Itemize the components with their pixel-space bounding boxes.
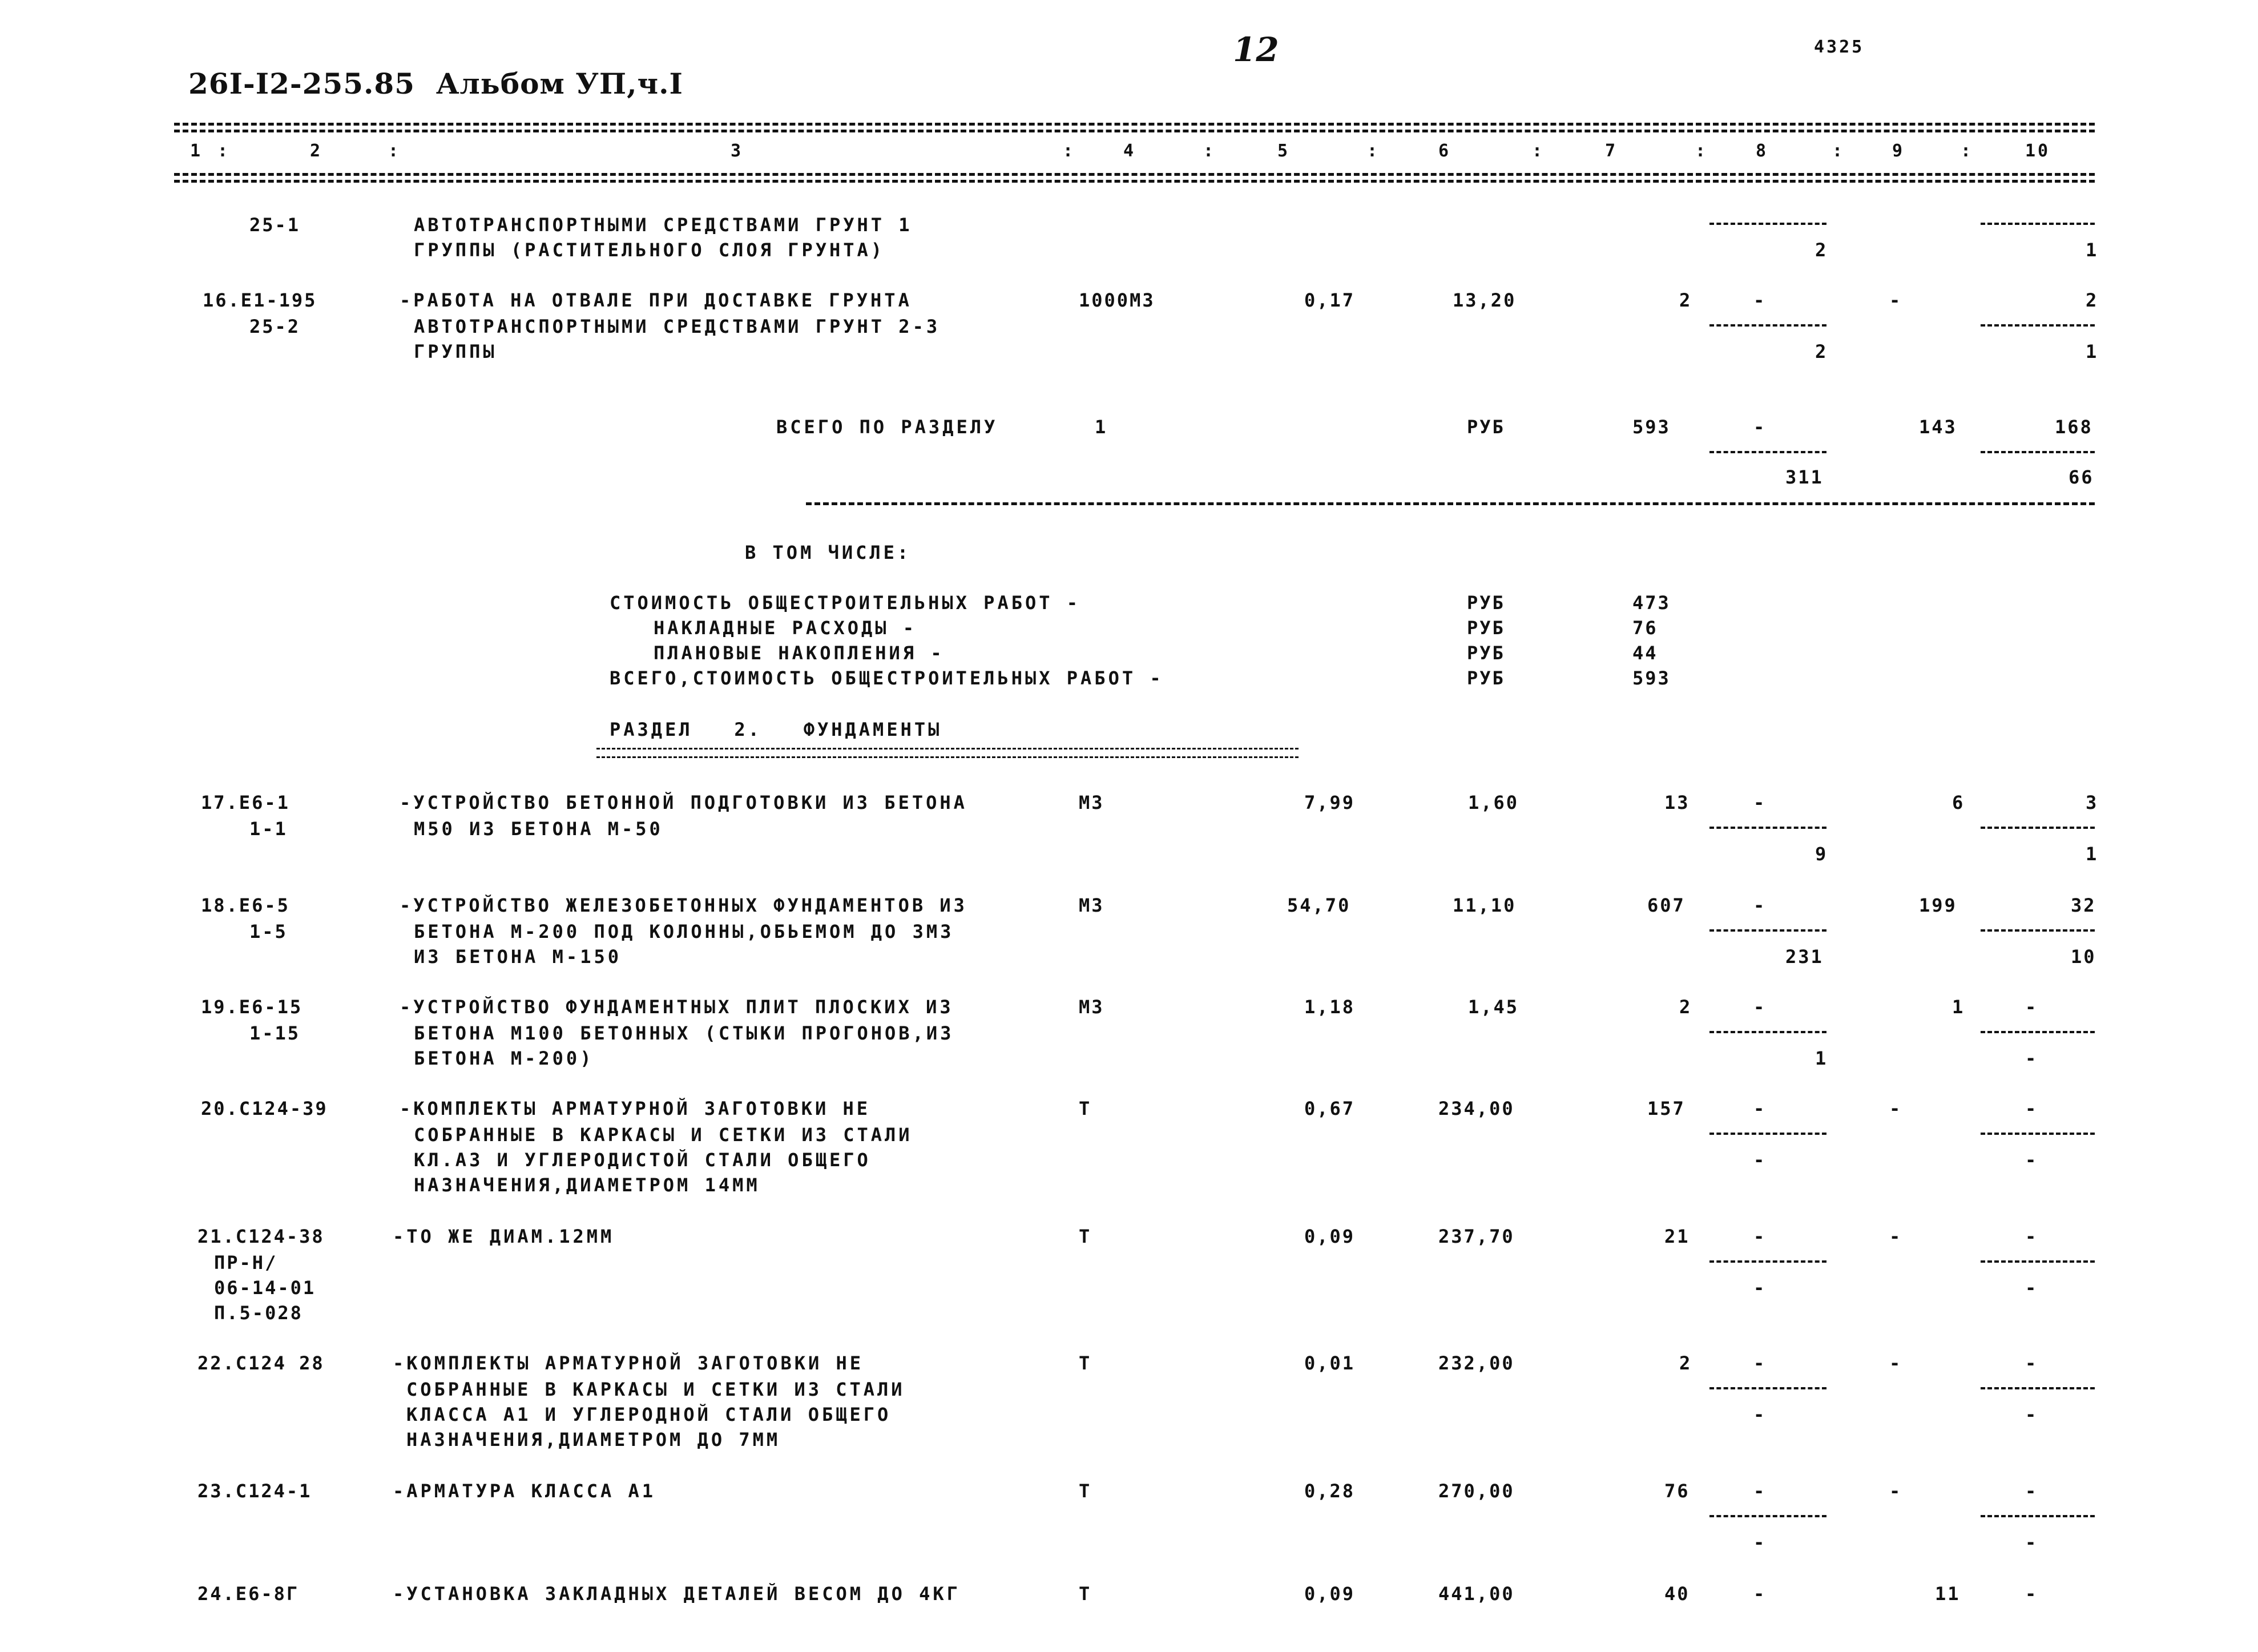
row-code-sub: 1-15	[249, 1022, 301, 1044]
col-header-7: 7	[1605, 141, 1618, 161]
cell-col8-lower: 231	[1785, 946, 1824, 968]
row-description: НАЗНАЧЕНИЯ,ДИАМЕТРОМ ДО 7ММ	[406, 1429, 781, 1450]
page-number: 12	[1233, 30, 1279, 69]
section-heading-underline	[596, 748, 1299, 758]
row-code: 24.Е6-8Г	[197, 1583, 300, 1605]
fraction-line	[1981, 929, 2095, 932]
cell-col7: 157	[1647, 1098, 1686, 1119]
cell-unit-price: 237,70	[1438, 1226, 1515, 1247]
col-separator: :	[1961, 141, 1974, 161]
cell-col8: -	[1753, 1480, 1767, 1502]
col-separator: :	[217, 141, 231, 161]
breakdown-value: 473	[1632, 592, 1671, 614]
fraction-line	[1981, 1133, 2095, 1135]
total-col9: 143	[1919, 416, 1957, 438]
fraction-line	[1981, 827, 2095, 829]
fraction-line	[1709, 1133, 1826, 1135]
row-code-sub: П.5-028	[214, 1302, 303, 1324]
cell-unit-price: 1,60	[1468, 792, 1519, 813]
cell-unit: Т	[1079, 1098, 1092, 1119]
row-description: ГРУППЫ (РАСТИТЕЛЬНОГО СЛОЯ ГРУНТА)	[414, 239, 885, 261]
row-code-sub: 06-14-01	[214, 1277, 316, 1299]
cell-col10: 3	[2086, 792, 2099, 813]
cell-col9: 6	[1952, 792, 1965, 813]
cell-unit-price: 234,00	[1438, 1098, 1515, 1119]
cell-col7: 76	[1664, 1480, 1690, 1502]
row-description: -УСТРОЙСТВО БЕТОННОЙ ПОДГОТОВКИ ИЗ БЕТОНА	[400, 792, 967, 813]
cell-col9: -	[1889, 289, 1902, 311]
cell-unit: Т	[1079, 1352, 1092, 1374]
sheet-number: 4325	[1814, 37, 1865, 57]
cell-quantity: 0,09	[1304, 1226, 1356, 1247]
cell-col10: -	[2025, 1226, 2038, 1247]
document-code: 26I-I2-255.85 Альбом УП,ч.I	[188, 67, 683, 100]
fraction-line	[1709, 1031, 1826, 1033]
header-rule-top	[174, 123, 2095, 126]
col-separator: :	[1532, 141, 1545, 161]
row-description: БЕТОНА М100 БЕТОННЫХ (СТЫКИ ПРОГОНОВ,ИЗ	[414, 1022, 954, 1044]
row-description: -УСТРОЙСТВО ФУНДАМЕНТНЫХ ПЛИТ ПЛОСКИХ ИЗ	[400, 996, 954, 1018]
cell-unit-price: 11,10	[1453, 895, 1517, 916]
total-unit: РУБ	[1467, 416, 1505, 438]
cell-col10-lower: -	[2025, 1149, 2038, 1171]
col-header-5: 5	[1277, 141, 1291, 161]
header-rule-top-2	[174, 130, 2095, 132]
row-code-sub: 25-2	[249, 316, 301, 337]
row-code: 16.Е1-195	[203, 289, 317, 311]
cell-unit: М3	[1079, 996, 1104, 1018]
cell-col8: -	[1753, 792, 1767, 813]
col-header-8: 8	[1756, 141, 1769, 161]
cell-col8: -	[1753, 1352, 1767, 1374]
cell-col7: 2	[1679, 996, 1692, 1018]
row-code: 19.Е6-15	[201, 996, 303, 1018]
cell-col8-lower: -	[1753, 1404, 1767, 1425]
total-col8-lower: 311	[1785, 466, 1824, 488]
cell-quantity: 0,01	[1304, 1352, 1356, 1374]
row-description: -АРМАТУРА КЛАССА А1	[393, 1480, 656, 1502]
col-header-1: 1	[190, 141, 203, 161]
col-separator: :	[1695, 141, 1708, 161]
fraction-line	[1981, 1387, 2095, 1389]
cell-col10: 2	[2086, 289, 2099, 311]
cell-col9: -	[1889, 1098, 1902, 1119]
total-col7: 593	[1632, 416, 1671, 438]
cell-col8: -	[1753, 895, 1767, 916]
cell-quantity: 0,17	[1304, 289, 1356, 311]
cell-col7: 21	[1664, 1226, 1690, 1247]
breakdown-label: ВСЕГО,СТОИМОСТЬ ОБЩЕСТРОИТЕЛЬНЫХ РАБОТ -	[610, 667, 1164, 689]
header-rule-bottom	[174, 173, 2095, 176]
col-header-10: 10	[2025, 141, 2051, 161]
cell-col7: 13	[1664, 792, 1690, 813]
cell-unit: 1000М3	[1079, 289, 1155, 311]
breakdown-unit: РУБ	[1467, 667, 1505, 689]
fraction-line	[1981, 223, 2095, 225]
row-description: ГРУППЫ	[414, 341, 497, 362]
col-separator: :	[1203, 141, 1216, 161]
cell-col8: -	[1753, 1098, 1767, 1119]
col-header-3: 3	[731, 141, 744, 161]
row-description: ИЗ БЕТОНА М-150	[414, 946, 622, 968]
fraction-line	[1709, 929, 1826, 932]
cell-quantity: 7,99	[1304, 792, 1356, 813]
breakdown-value: 76	[1632, 617, 1658, 639]
fraction-line	[1709, 827, 1826, 829]
row-description: -РАБОТА НА ОТВАЛЕ ПРИ ДОСТАВКЕ ГРУНТА	[400, 289, 912, 311]
cell-quantity: 0,67	[1304, 1098, 1356, 1119]
cell-quantity: 0,09	[1304, 1583, 1356, 1605]
breakdown-label: ПЛАНОВЫЕ НАКОПЛЕНИЯ -	[654, 642, 945, 664]
total-label: ВСЕГО ПО РАЗДЕЛУ	[776, 416, 998, 438]
fraction-line	[1981, 451, 2095, 453]
cell-col8-lower: -	[1753, 1277, 1767, 1299]
row-description: БЕТОНА М-200)	[414, 1047, 594, 1069]
cell-col10: -	[2025, 1352, 2038, 1374]
cell-col9: 11	[1935, 1583, 1961, 1605]
cell-col9: 1	[1952, 996, 1965, 1018]
col-header-6: 6	[1438, 141, 1451, 161]
cell-col9: -	[1889, 1480, 1902, 1502]
row-description: АВТОТРАНСПОРТНЫМИ СРЕДСТВАМИ ГРУНТ 2-3	[414, 316, 941, 337]
breakdown-label: НАКЛАДНЫЕ РАСХОДЫ -	[654, 617, 917, 639]
total-section-number: 1	[1095, 416, 1108, 438]
cell-col7: 40	[1664, 1583, 1690, 1605]
row-description: -УСТАНОВКА ЗАКЛАДНЫХ ДЕТАЛЕЙ ВЕСОМ ДО 4КГ	[393, 1583, 961, 1605]
col-header-9: 9	[1892, 141, 1905, 161]
row-code: 18.Е6-5	[201, 895, 290, 916]
fraction-line	[1981, 1260, 2095, 1263]
fraction-line	[1981, 1515, 2095, 1517]
col-separator: :	[1063, 141, 1076, 161]
cell-col9: -	[1889, 1352, 1902, 1374]
breakdown-title: В ТОМ ЧИСЛЕ:	[745, 542, 912, 563]
row-code-sub: 1-5	[249, 921, 288, 942]
cell-col7: 607	[1647, 895, 1686, 916]
fraction-line	[1981, 1031, 2095, 1033]
row-description: КЛ.А3 И УГЛЕРОДИСТОЙ СТАЛИ ОБЩЕГО	[414, 1149, 871, 1171]
row-description: СОБРАННЫЕ В КАРКАСЫ И СЕТКИ ИЗ СТАЛИ	[414, 1124, 913, 1146]
cell-quantity: 54,70	[1287, 895, 1351, 916]
row-code: 21.С124-38	[197, 1226, 325, 1247]
cell-col10-lower: -	[2025, 1047, 2038, 1069]
col-separator: :	[1832, 141, 1845, 161]
col-header-2: 2	[310, 141, 323, 161]
cell-col8: -	[1753, 1583, 1767, 1605]
breakdown-value: 593	[1632, 667, 1671, 689]
cell-col10-lower: 1	[2086, 239, 2099, 261]
cell-col7: 2	[1679, 1352, 1692, 1374]
row-code-sub: ПР-Н/	[214, 1252, 278, 1274]
cell-col10-lower: -	[2025, 1532, 2038, 1553]
cell-col10-lower: 1	[2086, 843, 2099, 865]
total-rule	[806, 502, 2095, 505]
cell-col8-lower: 2	[1815, 239, 1828, 261]
section-heading: РАЗДЕЛ 2. ФУНДАМЕНТЫ	[610, 719, 942, 740]
row-code: 17.Е6-1	[201, 792, 290, 813]
header-rule-bottom-2	[174, 180, 2095, 183]
row-description: М50 ИЗ БЕТОНА М-50	[414, 818, 663, 840]
cell-col8-lower: 2	[1815, 341, 1828, 362]
cell-col10-lower: 10	[2071, 946, 2096, 968]
cell-col8-lower: -	[1753, 1149, 1767, 1171]
breakdown-value: 44	[1632, 642, 1658, 664]
cell-unit-price: 270,00	[1438, 1480, 1515, 1502]
row-description: АВТОТРАНСПОРТНЫМИ СРЕДСТВАМИ ГРУНТ 1	[414, 214, 913, 236]
breakdown-unit: РУБ	[1467, 617, 1505, 639]
col-header-4: 4	[1123, 141, 1136, 161]
row-description: -КОМПЛЕКТЫ АРМАТУРНОЙ ЗАГОТОВКИ НЕ	[393, 1352, 864, 1374]
fraction-line	[1981, 324, 2095, 327]
cell-col8: -	[1753, 289, 1767, 311]
col-separator: :	[388, 141, 401, 161]
cell-col8: -	[1753, 996, 1767, 1018]
cell-col9: -	[1889, 1226, 1902, 1247]
cell-quantity: 0,28	[1304, 1480, 1356, 1502]
cell-unit: М3	[1079, 792, 1104, 813]
row-code: 20.С124-39	[201, 1098, 328, 1119]
total-col10-lower: 66	[2069, 466, 2094, 488]
cell-unit: Т	[1079, 1583, 1092, 1605]
breakdown-unit: РУБ	[1467, 592, 1505, 614]
cell-unit-price: 441,00	[1438, 1583, 1515, 1605]
cell-col10-lower: -	[2025, 1277, 2038, 1299]
row-description: -ТО ЖЕ ДИАМ.12ММ	[393, 1226, 615, 1247]
cell-col7: 2	[1679, 289, 1692, 311]
total-col10: 168	[2055, 416, 2093, 438]
cell-col10: -	[2025, 996, 2038, 1018]
cell-col8-lower: -	[1753, 1532, 1767, 1553]
cell-unit-price: 232,00	[1438, 1352, 1515, 1374]
row-code: 25-1	[249, 214, 301, 236]
total-col8: -	[1753, 416, 1767, 438]
cell-col10: 32	[2071, 895, 2096, 916]
cell-unit-price: 1,45	[1468, 996, 1519, 1018]
row-description: КЛАССА А1 И УГЛЕРОДНОЙ СТАЛИ ОБЩЕГО	[406, 1404, 892, 1425]
fraction-line	[1709, 223, 1826, 225]
fraction-line	[1709, 1387, 1826, 1389]
col-separator: :	[1367, 141, 1380, 161]
row-code: 23.С124-1	[197, 1480, 312, 1502]
cell-unit: М3	[1079, 895, 1104, 916]
fraction-line	[1709, 1515, 1826, 1517]
row-code: 22.С124 28	[197, 1352, 325, 1374]
cell-col8: -	[1753, 1226, 1767, 1247]
row-description: НАЗНАЧЕНИЯ,ДИАМЕТРОМ 14ММ	[414, 1174, 760, 1196]
cell-col8-lower: 9	[1815, 843, 1828, 865]
cell-col10-lower: -	[2025, 1404, 2038, 1425]
cell-quantity: 1,18	[1304, 996, 1356, 1018]
row-code-sub: 1-1	[249, 818, 288, 840]
row-description: СОБРАННЫЕ В КАРКАСЫ И СЕТКИ ИЗ СТАЛИ	[406, 1379, 905, 1400]
cell-unit: Т	[1079, 1480, 1092, 1502]
cell-col10: -	[2025, 1098, 2038, 1119]
row-description: БЕТОНА М-200 ПОД КОЛОННЫ,ОБЬЕМОМ ДО 3М3	[414, 921, 954, 942]
cell-col10: -	[2025, 1480, 2038, 1502]
fraction-line	[1709, 451, 1826, 453]
fraction-line	[1709, 324, 1826, 327]
row-description: -УСТРОЙСТВО ЖЕЛЕЗОБЕТОННЫХ ФУНДАМЕНТОВ ИЗ	[400, 895, 967, 916]
cell-col10-lower: 1	[2086, 341, 2099, 362]
breakdown-unit: РУБ	[1467, 642, 1505, 664]
cell-col9: 199	[1919, 895, 1957, 916]
row-description: -КОМПЛЕКТЫ АРМАТУРНОЙ ЗАГОТОВКИ НЕ	[400, 1098, 871, 1119]
cell-col8-lower: 1	[1815, 1047, 1828, 1069]
cell-unit-price: 13,20	[1453, 289, 1517, 311]
cell-unit: Т	[1079, 1226, 1092, 1247]
fraction-line	[1709, 1260, 1826, 1263]
cell-col10: -	[2025, 1583, 2038, 1605]
breakdown-label: СТОИМОСТЬ ОБЩЕСТРОИТЕЛЬНЫХ РАБОТ -	[610, 592, 1081, 614]
